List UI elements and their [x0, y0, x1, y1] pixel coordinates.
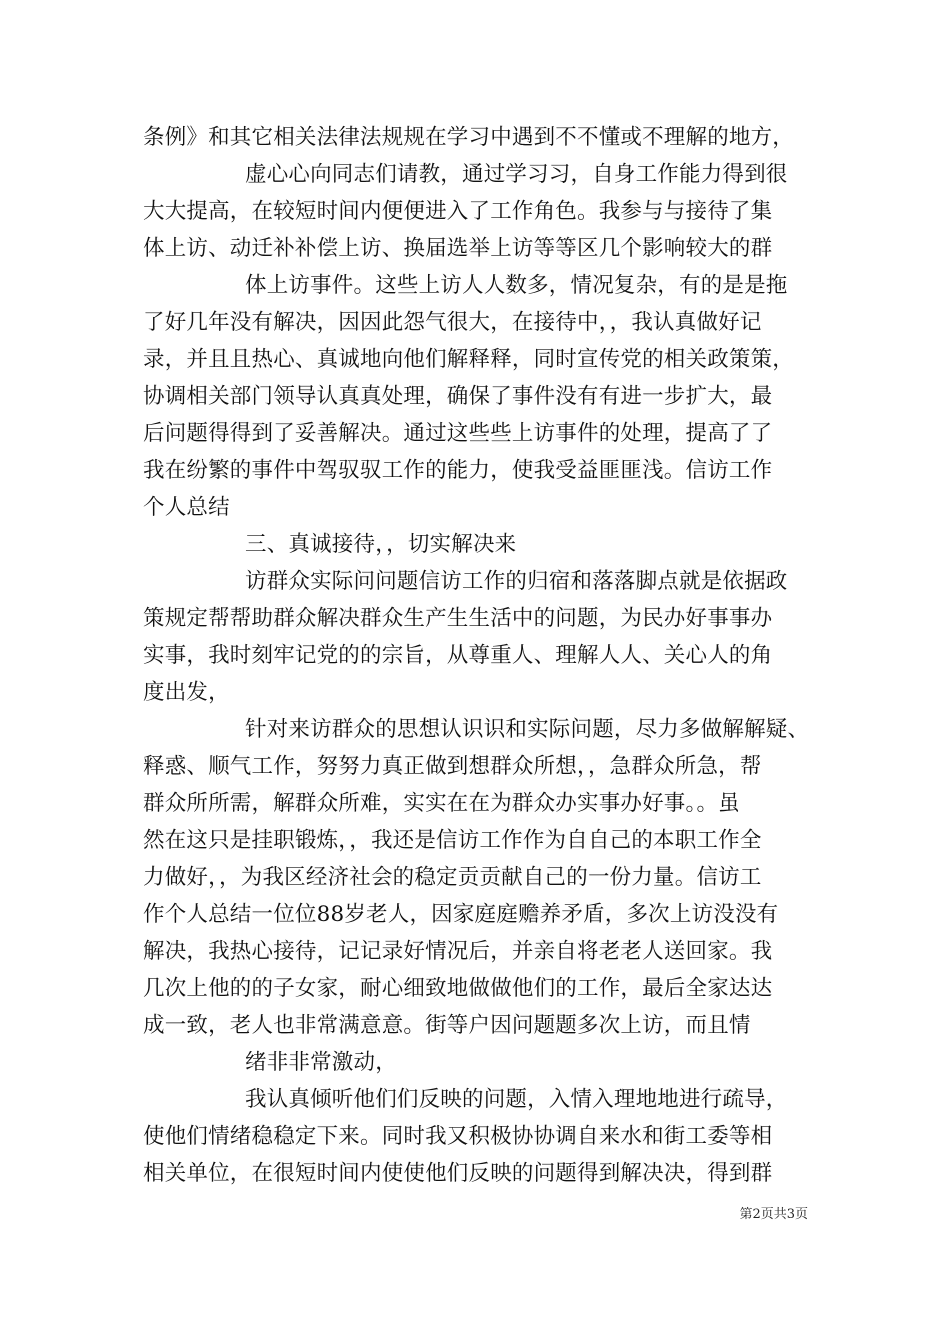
text-line: 体上访事件。这些上访人人数多，情况复杂，有的是是拖 — [245, 273, 788, 298]
text-line: 大大提高，在较短时间内便便进入了工作角色。我参与与接待了集 — [143, 199, 773, 224]
text-line: 访群众实际问问题信访工作的归宿和落落脚点就是依据政 — [245, 569, 788, 594]
text-line: 作个人总结一位位88岁老人，因家庭庭赡养矛盾，多次上访没没有 — [143, 902, 779, 927]
text-line: 体上访、动迁补补偿上访、换届选举上访等等区几个影响较大的群 — [143, 236, 773, 261]
text-line: 录，并且且热心、真诚地向他们解释释，同时宣传党的相关政策策， — [143, 347, 795, 372]
text-line: 力做好，，为我区经济社会的稳定贡贡献自己的一份力量。信访工 — [143, 865, 762, 890]
text-line: 我在纷繁的事件中驾驭驭工作的能力，使我受益匪匪浅。信访工作 — [143, 458, 773, 483]
text-line: 后问题得得到了妥善解决。通过这些些上访事件的处理，提高了了 — [143, 421, 773, 446]
text-line: 个人总结 — [143, 495, 230, 520]
text-line: 群众所所需，解群众所难，实实在在为群众办实事办好事。。虽 — [143, 791, 740, 816]
text-line: 释惑、顺气工作，努努力真正做到想群众所想，，急群众所急，帮 — [143, 754, 762, 779]
text-line: 解决，我热心接待，记记录好情况后，并亲自将老老人送回家。我 — [143, 939, 773, 964]
text-line: 相关单位，在很短时间内使使他们反映的问题得到解决决，得到群 — [143, 1161, 773, 1186]
text-line: 然在这只是挂职锻炼，，我还是信访工作作为自自己的本职工作全 — [143, 828, 762, 853]
text-line: 成一致，老人也非常满意意。街等户因问题题多次上访，而且情 — [143, 1013, 751, 1038]
text-line: 策规定帮帮助群众解决群众生产生生活中的问题，为民办好事事办 — [143, 606, 773, 631]
text-line: 绪非非常激动， — [245, 1050, 397, 1075]
text-line: 虚心心向同志们请教，通过学习习，自身工作能力得到很 — [245, 162, 788, 187]
text-line: 度出发， — [143, 680, 230, 705]
page-number: 第2页共3页 — [739, 1207, 808, 1222]
text-line: 使他们情绪稳稳定下来。同时我又积极协协调自来水和街工委等相 — [143, 1124, 773, 1149]
section-heading: 三、真诚接待，，切实解决来 — [245, 532, 517, 557]
text-line: 了好几年没有解决，因因此怨气很大，在接待中，，我认真做好记 — [143, 310, 762, 335]
text-line: 条例》和其它相关法律法规规在学习中遇到不不懂或不理解的地方， — [143, 125, 795, 150]
text-line: 我认真倾听他们们反映的问题，入情入理地地进行疏导， — [245, 1087, 788, 1112]
text-line: 几次上他的的子女家，耐心细致地做做他们的工作，最后全家达达 — [143, 976, 773, 1001]
text-line: 协调相关部门领导认真真处理，确保了事件没有有进一步扩大，最 — [143, 384, 773, 409]
text-line: 实事，我时刻牢记党的的宗旨，从尊重人、理解人人、关心人的角 — [143, 643, 773, 668]
text-line: 针对来访群众的思想认识识和实际问题，尽力多做解解疑、 — [245, 717, 810, 742]
